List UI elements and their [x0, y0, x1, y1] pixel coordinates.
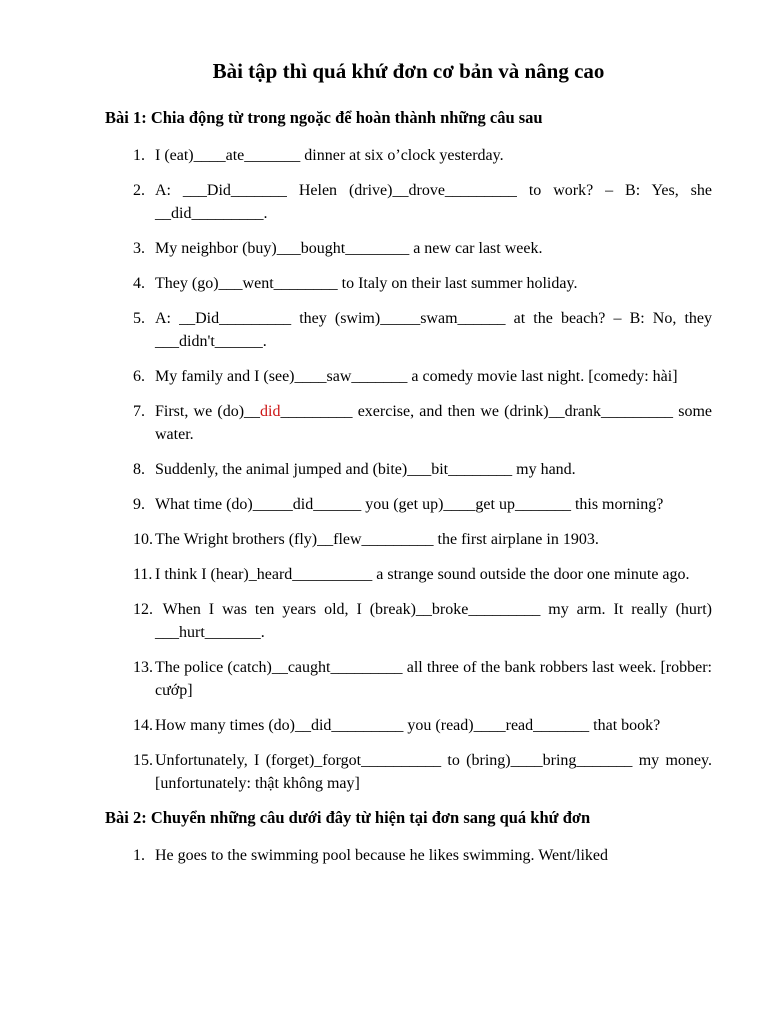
- item-number: 12.: [133, 601, 153, 618]
- item-number: 6.: [133, 368, 145, 385]
- exercise-item: [105, 365, 712, 388]
- item-text: The police (catch)__caught_________ all three of the bank robbers last week. [robber: cướp]: [155, 659, 712, 699]
- item-text: Suddenly, the animal jumped and (bite)___bit________ my hand.: [155, 461, 576, 478]
- exercise-item: [105, 400, 712, 446]
- section1-item-list: [105, 144, 712, 795]
- document-title: Bài tập thì quá khứ đơn cơ bản và nâng cao: [212, 59, 605, 83]
- section2-heading: Bài 2: Chuyển những câu dưới đây từ hiện tại đơn sang quá khứ đơn: [105, 808, 591, 827]
- item-number: 13.: [133, 659, 153, 676]
- item-number: 8.: [133, 461, 145, 478]
- item-text: What time (do)_____did______ you (get up)____get up_______ this morning?: [155, 496, 664, 513]
- exercise-item: [105, 749, 712, 795]
- item-text: Unfortunately, I (forget)_forgot__________ to (bring)____bring_______ my money. [unfortunately: thật không may]: [155, 752, 712, 792]
- item-text: I (eat)____ate_______ dinner at six o’clock yesterday.: [155, 147, 504, 164]
- item-number: 1.: [133, 147, 145, 164]
- section1-heading: Bài 1: Chia động từ trong ngoặc để hoàn thành những câu sau: [105, 108, 543, 127]
- item-number: 15.: [133, 752, 153, 769]
- exercise-item: [105, 458, 712, 481]
- exercise-item: [105, 528, 712, 551]
- exercise-item: [105, 656, 712, 702]
- item-number: 14.: [133, 717, 153, 734]
- item-text: First, we (do)__: [155, 403, 261, 420]
- item-number: 7.: [133, 403, 145, 420]
- item-text: A: ___Did_______ Helen (drive)__drove_________ to work? – B: Yes, she __did_________.: [155, 182, 712, 222]
- item-number: 1.: [133, 847, 145, 864]
- section2-item-list: [105, 844, 712, 867]
- item-number: 4.: [133, 275, 145, 292]
- item-number: 3.: [133, 240, 145, 257]
- item-text: How many times (do)__did_________ you (read)____read_______ that book?: [155, 717, 661, 734]
- exercise-item: [105, 844, 712, 867]
- exercise-item: [105, 272, 712, 295]
- item-text: When I was ten years old, I (break)__broke_________ my arm. It really (hurt) ___hurt_______.: [155, 601, 712, 641]
- exercise-item: [105, 144, 712, 167]
- exercise-item: [105, 307, 712, 353]
- item-text: The Wright brothers (fly)__flew_________ the first airplane in 1903.: [155, 531, 599, 548]
- item-text: My family and I (see)____saw_______ a comedy movie last night. [comedy: hài]: [155, 368, 678, 385]
- exercise-item: [105, 598, 712, 644]
- item-text: A: __Did_________ they (swim)_____swam______ at the beach? – B: No, they ___didn't______.: [155, 310, 712, 350]
- exercise-item: [105, 493, 712, 516]
- item-text: I think I (hear)_heard__________ a strange sound outside the door one minute ago.: [155, 566, 690, 583]
- exercise-item: [105, 563, 712, 586]
- exercise-item: [105, 237, 712, 260]
- item-number: 11.: [133, 566, 153, 583]
- item-text: He goes to the swimming pool because he likes swimming. Went/liked: [155, 847, 609, 864]
- exercise-item: [105, 714, 712, 737]
- item-number: 10.: [133, 531, 153, 548]
- answer-red-text: did: [260, 403, 281, 420]
- item-text: They (go)___went________ to Italy on their last summer holiday.: [155, 275, 578, 292]
- item-text: _________ exercise, and then we (drink)__drank_________ some water.: [155, 403, 713, 443]
- exercise-item: [105, 179, 712, 225]
- item-number: 5.: [133, 310, 145, 327]
- item-number: 2.: [133, 182, 145, 199]
- item-text: My neighbor (buy)___bought________ a new car last week.: [155, 240, 543, 257]
- item-number: 9.: [133, 496, 145, 513]
